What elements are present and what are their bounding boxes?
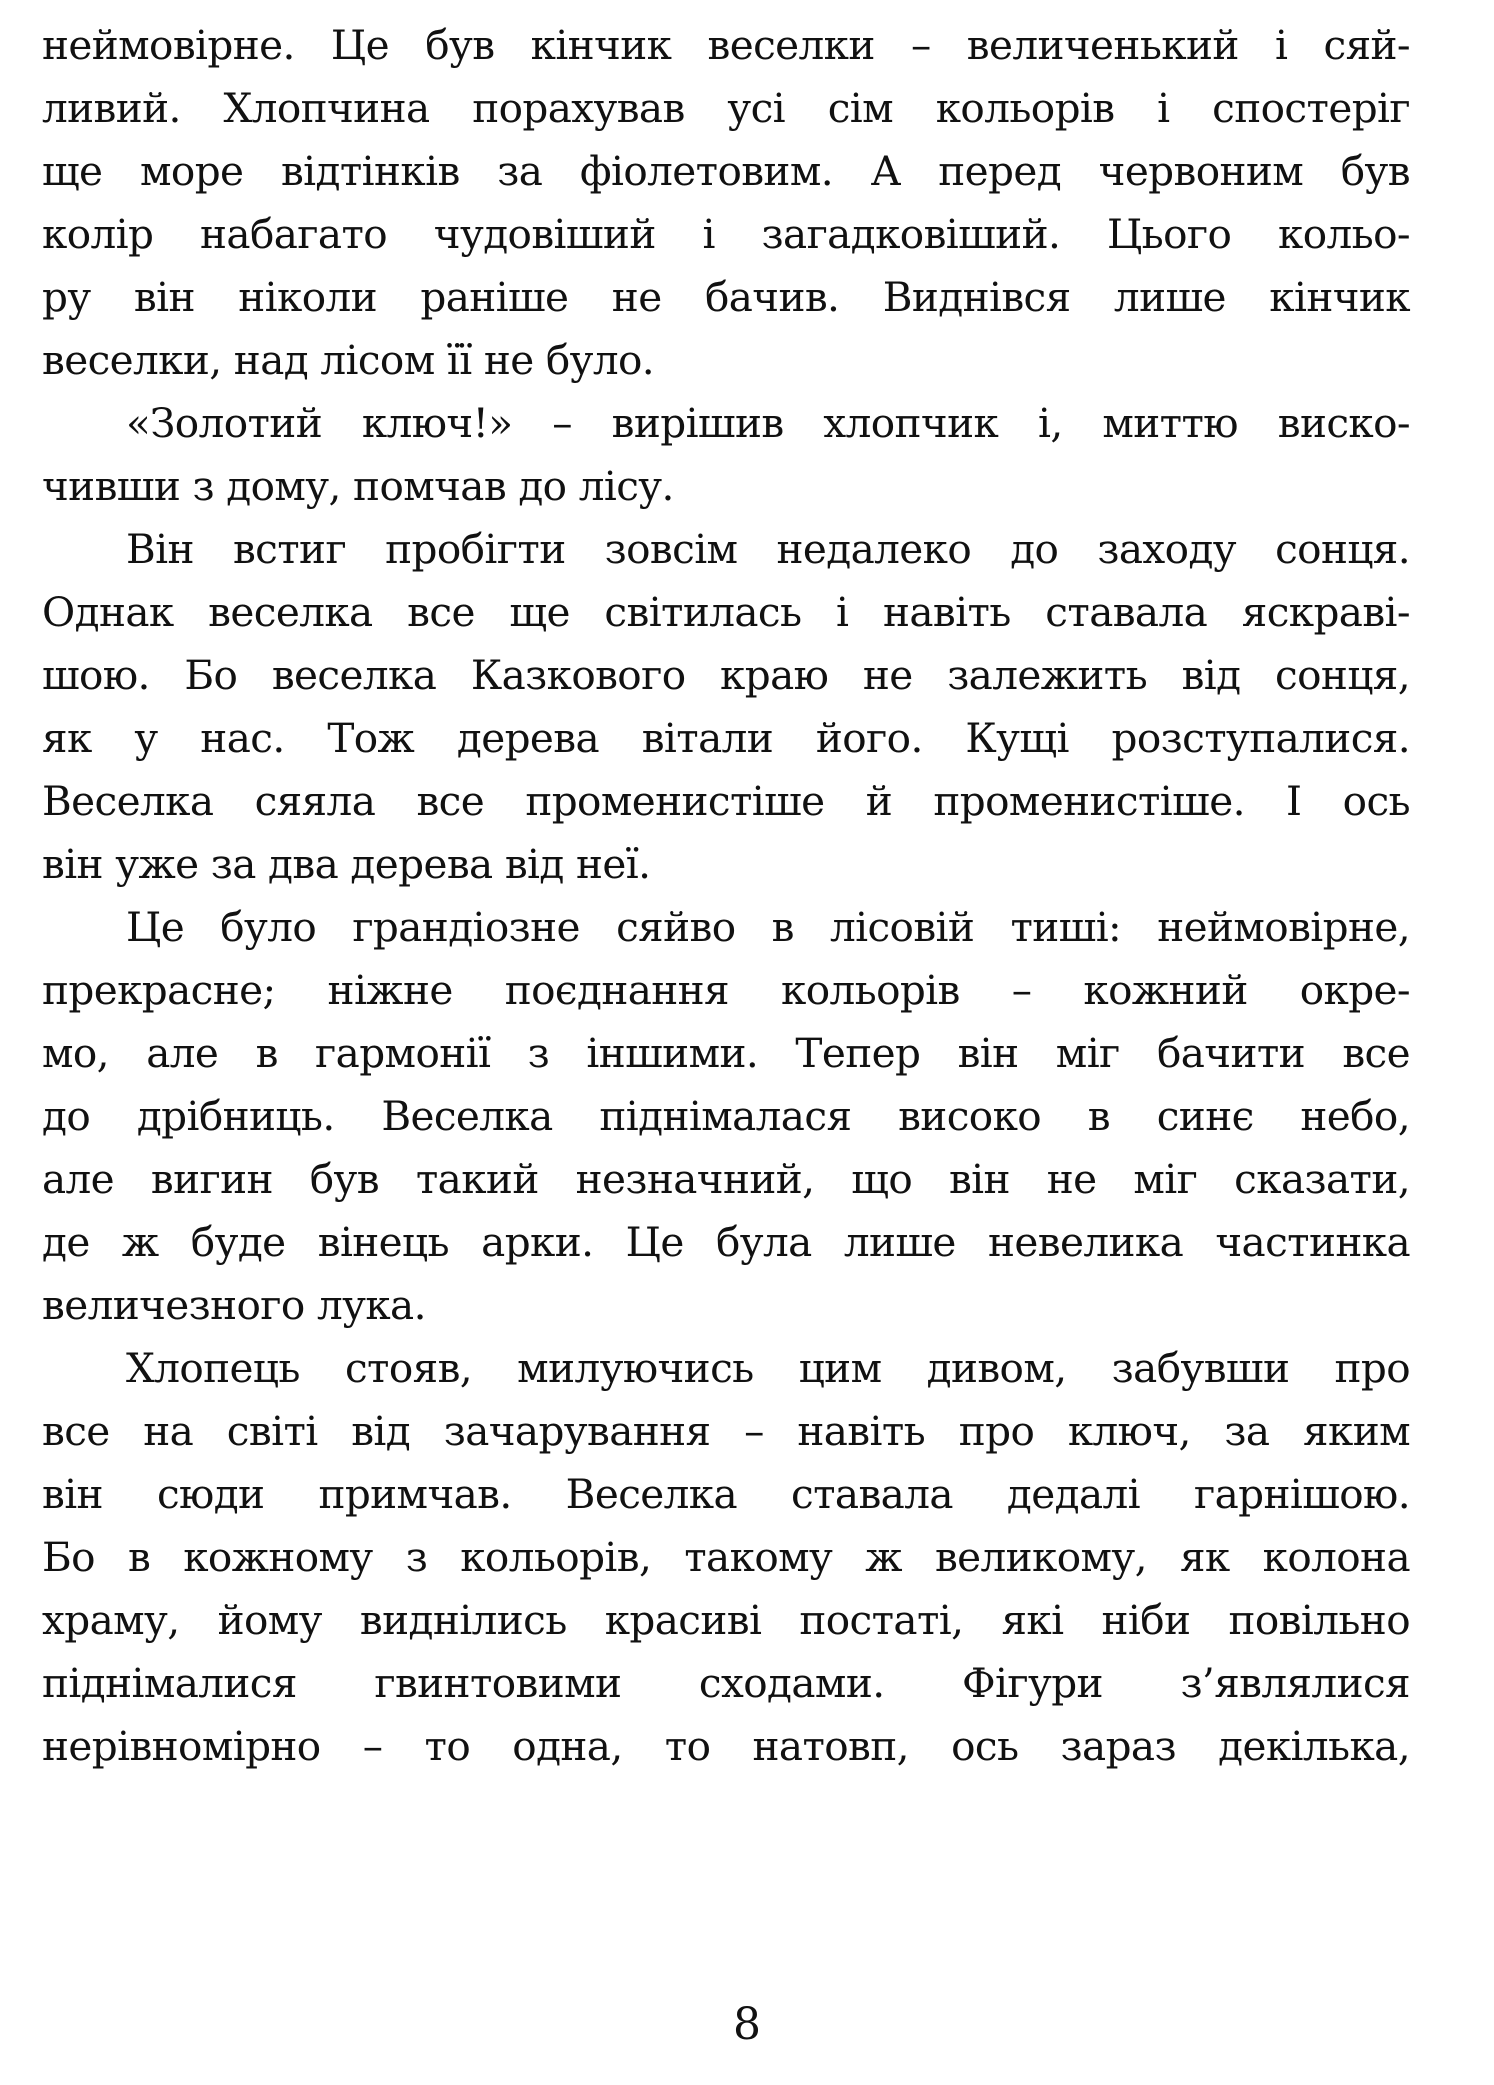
text-line: Однак веселка все ще світилась і навіть ставала яскраві- xyxy=(42,588,1410,636)
text-line: мо, але в гармонії з іншими. Тепер він міг бачити все xyxy=(42,1029,1410,1077)
text-line: до дрібниць. Веселка піднімалася високо в синє небо, xyxy=(42,1092,1410,1140)
text-line: де ж буде вінець арки. Це була лише невелика частинка xyxy=(42,1218,1410,1266)
text-line: він сюди примчав. Веселка ставала дедалі гарнішою. xyxy=(42,1470,1410,1518)
text-line: колір набагато чудовіший і загадковіший. Цього кольо- xyxy=(42,210,1410,258)
text-line: чивши з дому, помчав до лісу. xyxy=(42,462,674,510)
text-line: храму, йому виднілись красиві постаті, які ніби повільно xyxy=(42,1596,1410,1644)
page-number: 8 xyxy=(733,1999,761,2050)
text-line: величезного лука. xyxy=(42,1281,426,1329)
text-line: все на світі від зачарування – навіть про ключ, за яким xyxy=(42,1407,1410,1455)
body-text xyxy=(42,14,1410,1778)
text-line: але вигин був такий незначний, що він не міг сказати, xyxy=(42,1155,1410,1203)
text-line: Хлопець стояв, милуючись цим дивом, забувши про xyxy=(126,1344,1410,1392)
text-line: Це було грандіозне сяйво в лісовій тиші: неймовірне, xyxy=(126,903,1410,951)
text-line: «Золотий ключ!» – вирішив хлопчик і, миттю виско- xyxy=(126,399,1410,447)
text-line: Він встиг пробігти зовсім недалеко до заходу сонця. xyxy=(126,525,1410,573)
text-line: Веселка сяяла все променистіше й променистіше. І ось xyxy=(42,777,1410,825)
text-line: ще море відтінків за фіолетовим. А перед червоним був xyxy=(42,147,1410,195)
text-line: шою. Бо веселка Казкового краю не залежить від сонця, xyxy=(42,651,1410,699)
text-line: піднімалися гвинтовими сходами. Фігури з’являлися xyxy=(42,1659,1410,1707)
text-line: ру він ніколи раніше не бачив. Виднівся лише кінчик xyxy=(42,273,1410,321)
text-line: Бо в кожному з кольорів, такому ж великому, як колона xyxy=(42,1533,1410,1581)
text-line: він уже за два дерева від неї. xyxy=(42,840,651,888)
text-line: прекрасне; ніжне поєднання кольорів – кожний окре- xyxy=(42,966,1410,1014)
text-line: неймовірне. Це був кінчик веселки – величенький і сяй- xyxy=(42,21,1410,69)
text-line: нерівномірно – то одна, то натовп, ось зараз декілька, xyxy=(42,1722,1410,1770)
text-line: як у нас. Тож дерева вітали його. Кущі розступалися. xyxy=(42,714,1410,762)
text-line: веселки, над лісом її не було. xyxy=(42,336,655,384)
text-line: ливий. Хлопчина порахував усі сім кольорів і спостеріг xyxy=(42,84,1410,132)
